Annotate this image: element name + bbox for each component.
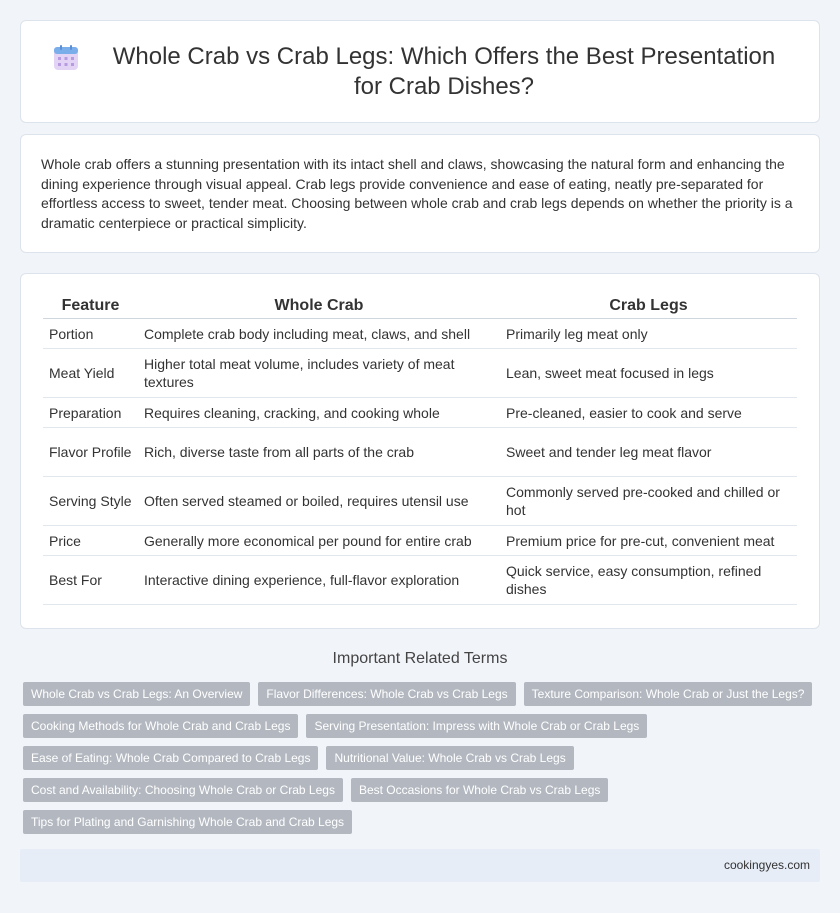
table-cell: Meat Yield	[43, 349, 138, 398]
comparison-table	[43, 292, 797, 605]
related-term-link[interactable]: Nutritional Value: Whole Crab vs Crab Legs	[326, 746, 573, 770]
related-terms-heading: Important Related Terms	[332, 650, 508, 667]
related-term-link[interactable]: Flavor Differences: Whole Crab vs Crab Legs	[258, 682, 515, 706]
table-cell: Requires cleaning, cracking, and cooking whole	[138, 398, 500, 428]
table-cell: Preparation	[43, 398, 138, 428]
table-cell: Rich, diverse taste from all parts of the crab	[138, 428, 500, 477]
table-row	[43, 477, 797, 526]
table-cell: Complete crab body including meat, claws, and shell	[138, 319, 500, 349]
column-header-feature: Feature	[43, 292, 138, 319]
table-cell: Flavor Profile	[43, 428, 138, 477]
table-row	[43, 428, 797, 477]
column-header-crab-legs: Crab Legs	[500, 292, 797, 319]
related-term-link[interactable]: Cooking Methods for Whole Crab and Crab Legs	[23, 714, 298, 738]
table-cell: Sweet and tender leg meat flavor	[500, 428, 797, 477]
table-cell: Quick service, easy consumption, refined dishes	[500, 556, 797, 605]
related-terms-list	[23, 682, 823, 842]
related-term-link[interactable]: Texture Comparison: Whole Crab or Just the Legs?	[524, 682, 813, 706]
table-cell: Serving Style	[43, 477, 138, 526]
table-cell: Best For	[43, 556, 138, 605]
related-term-link[interactable]: Serving Presentation: Impress with Whole Crab or Crab Legs	[306, 714, 647, 738]
related-term-link[interactable]: Cost and Availability: Choosing Whole Crab or Crab Legs	[23, 778, 343, 802]
related-term-link[interactable]: Ease of Eating: Whole Crab Compared to Crab Legs	[23, 746, 318, 770]
table-row	[43, 349, 797, 398]
table-cell: Pre-cleaned, easier to cook and serve	[500, 398, 797, 428]
table-cell: Primarily leg meat only	[500, 319, 797, 349]
table-cell: Interactive dining experience, full-flavor exploration	[138, 556, 500, 605]
table-cell: Price	[43, 526, 138, 556]
table-cell: Higher total meat volume, includes variety of meat textures	[138, 349, 500, 398]
intro-card	[20, 134, 820, 253]
table-header-row	[43, 292, 797, 319]
table-row	[43, 319, 797, 349]
table-cell: Portion	[43, 319, 138, 349]
table-row	[43, 398, 797, 428]
table-row	[43, 526, 797, 556]
table-cell: Premium price for pre-cut, convenient meat	[500, 526, 797, 556]
footer	[20, 849, 820, 882]
related-term-link[interactable]: Whole Crab vs Crab Legs: An Overview	[23, 682, 250, 706]
calendar-icon	[51, 43, 81, 73]
table-cell: Commonly served pre-cooked and chilled or hot	[500, 477, 797, 526]
table-cell: Generally more economical per pound for entire crab	[138, 526, 500, 556]
column-header-whole-crab: Whole Crab	[138, 292, 500, 319]
table-row	[43, 556, 797, 605]
related-term-link[interactable]: Tips for Plating and Garnishing Whole Crab and Crab Legs	[23, 810, 352, 834]
related-term-link[interactable]: Best Occasions for Whole Crab vs Crab Legs	[351, 778, 608, 802]
comparison-table-card	[20, 273, 820, 629]
page-title: Whole Crab vs Crab Legs: Which Offers the Best Presentation for Crab Dishes?	[112, 42, 776, 100]
table-cell: Often served steamed or boiled, requires utensil use	[138, 477, 500, 526]
intro-paragraph: Whole crab offers a stunning presentation with its intact shell and claws, showcasing the natural form and enhancing the dining experience through visual appeal. Crab legs provide convenience and ease of eating, neatly pre-separated for effortless access to sweet, tender meat. Choosing between whole crab and crab legs depends on whether the priority is a dramatic centerpiece or practical simplicity.	[41, 156, 793, 231]
table-cell: Lean, sweet meat focused in legs	[500, 349, 797, 398]
header-card	[20, 20, 820, 123]
footer-site-name[interactable]: cookingyes.com	[723, 858, 810, 872]
